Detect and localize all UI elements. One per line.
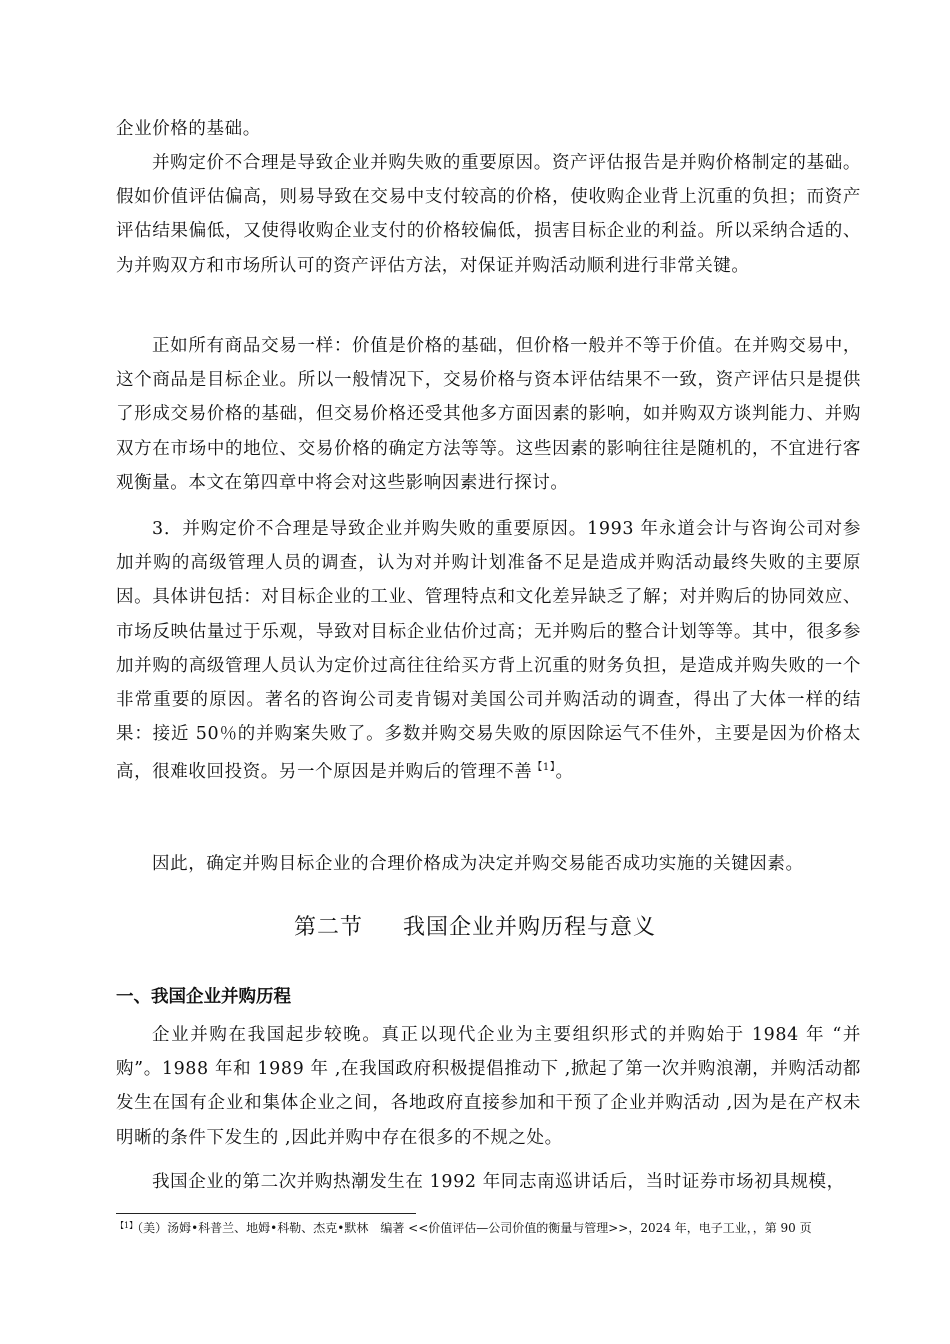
section-heading [0, 910, 950, 941]
footnote-text: （美）汤姆•科普兰、地姆•科勒、杰克•默林 编著 <<价值评估—公司价值的衡量与管理>>，2024 年，电子工业，，第 90 页 [137, 1221, 812, 1235]
footnote-divider [116, 1213, 416, 1214]
citation-marker: 【1】 [532, 762, 556, 774]
section-title: 我国企业并购历程与意义 [403, 915, 657, 940]
paragraph-history-second-wave: 我国企业的第二次并购热潮发生在 1992 年同志南巡讲话后，当时证券市场初具规模， [152, 1172, 845, 1192]
section-number: 第二节 [293, 915, 363, 940]
paragraph-history-first-wave: 企业并购在我国起步较晚。真正以现代企业为主要组织形式的并购始于 1984 年 “并购”。1988 年和 1989 年 ,在我国政府积极提倡推动下 ,掀起了第一次并购浪潮，并购活动都发生在国有企业和集体企业之间，各地政府直接参加和干预了企业并购活动 ,因为是在产权未明晰的条件下发生的 ,因此并购中存在很多的不规之处。 [116, 1025, 861, 1148]
footnote [116, 1217, 861, 1237]
paragraph-survey-text: 3．并购定价不合理是导致企业并购失败的重要原因。1993 年永道会计与咨询公司对参加并购的高级管理人员的调查，认为对并购计划准备不足是造成并购活动最终失败的主要原因。具体讲包括：对目标企业的工业、管理特点和文化差异缺乏了解；对并购后的协同效应、市场反映估量过于乐观，导致对目标企业估价过高；无并购后的整合计划等等。其中，很多参加并购的高级管理人员认为定价过高往往给买方背上沉重的财务负担，是造成并购失败的一个非常重要的原因。著名的咨询公司麦肯锡对美国公司并购活动的调查，得出了大体一样的结果：接近 50％的并购案失败了。多数并购交易失败的原因除运气不佳外，主要是因为价格太高，很难收回投资。另一个原因是并购后的管理不善 [116, 519, 861, 783]
paragraph-continuation: 企业价格的基础。 [116, 119, 261, 139]
footnote-marker: 【1】 [116, 1221, 138, 1230]
paragraph-pricing-failure: 并购定价不合理是导致企业并购失败的重要原因。资产评估报告是并购价格制定的基础。假如价值评估偏高，则易导致在交易中支付较高的价格，使收购企业背上沉重的负担；而资产评估结果偏低，又使得收购企业支付的价格较偏低，损害目标企业的利益。所以采纳合适的、为并购双方和市场所认可的资产评估方法，对保证并购活动顺利进行非常关键。 [116, 153, 861, 276]
subheading: 一、我国企业并购历程 [116, 987, 291, 1007]
paragraph-survey-findings [116, 512, 861, 790]
paragraph-conclusion: 因此，确定并购目标企业的合理价格成为决定并购交易能否成功实施的关键因素。 [152, 854, 804, 874]
paragraph-value-vs-price: 正如所有商品交易一样：价值是价格的基础，但价格一般并不等于价值。在并购交易中，这个商品是目标企业。所以一般情况下，交易价格与资本评估结果不一致，资产评估只是提供了形成交易价格的基础，但交易价格还受其他多方面因素的影响，如并购双方谈判能力、并购双方在市场中的地位、交易价格的确定方法等等。这些因素的影响往往是随机的，不宜进行客观衡量。本文在第四章中将会对这些影响因素进行探讨。 [116, 336, 861, 493]
paragraph-survey-end: 。 [555, 762, 574, 783]
